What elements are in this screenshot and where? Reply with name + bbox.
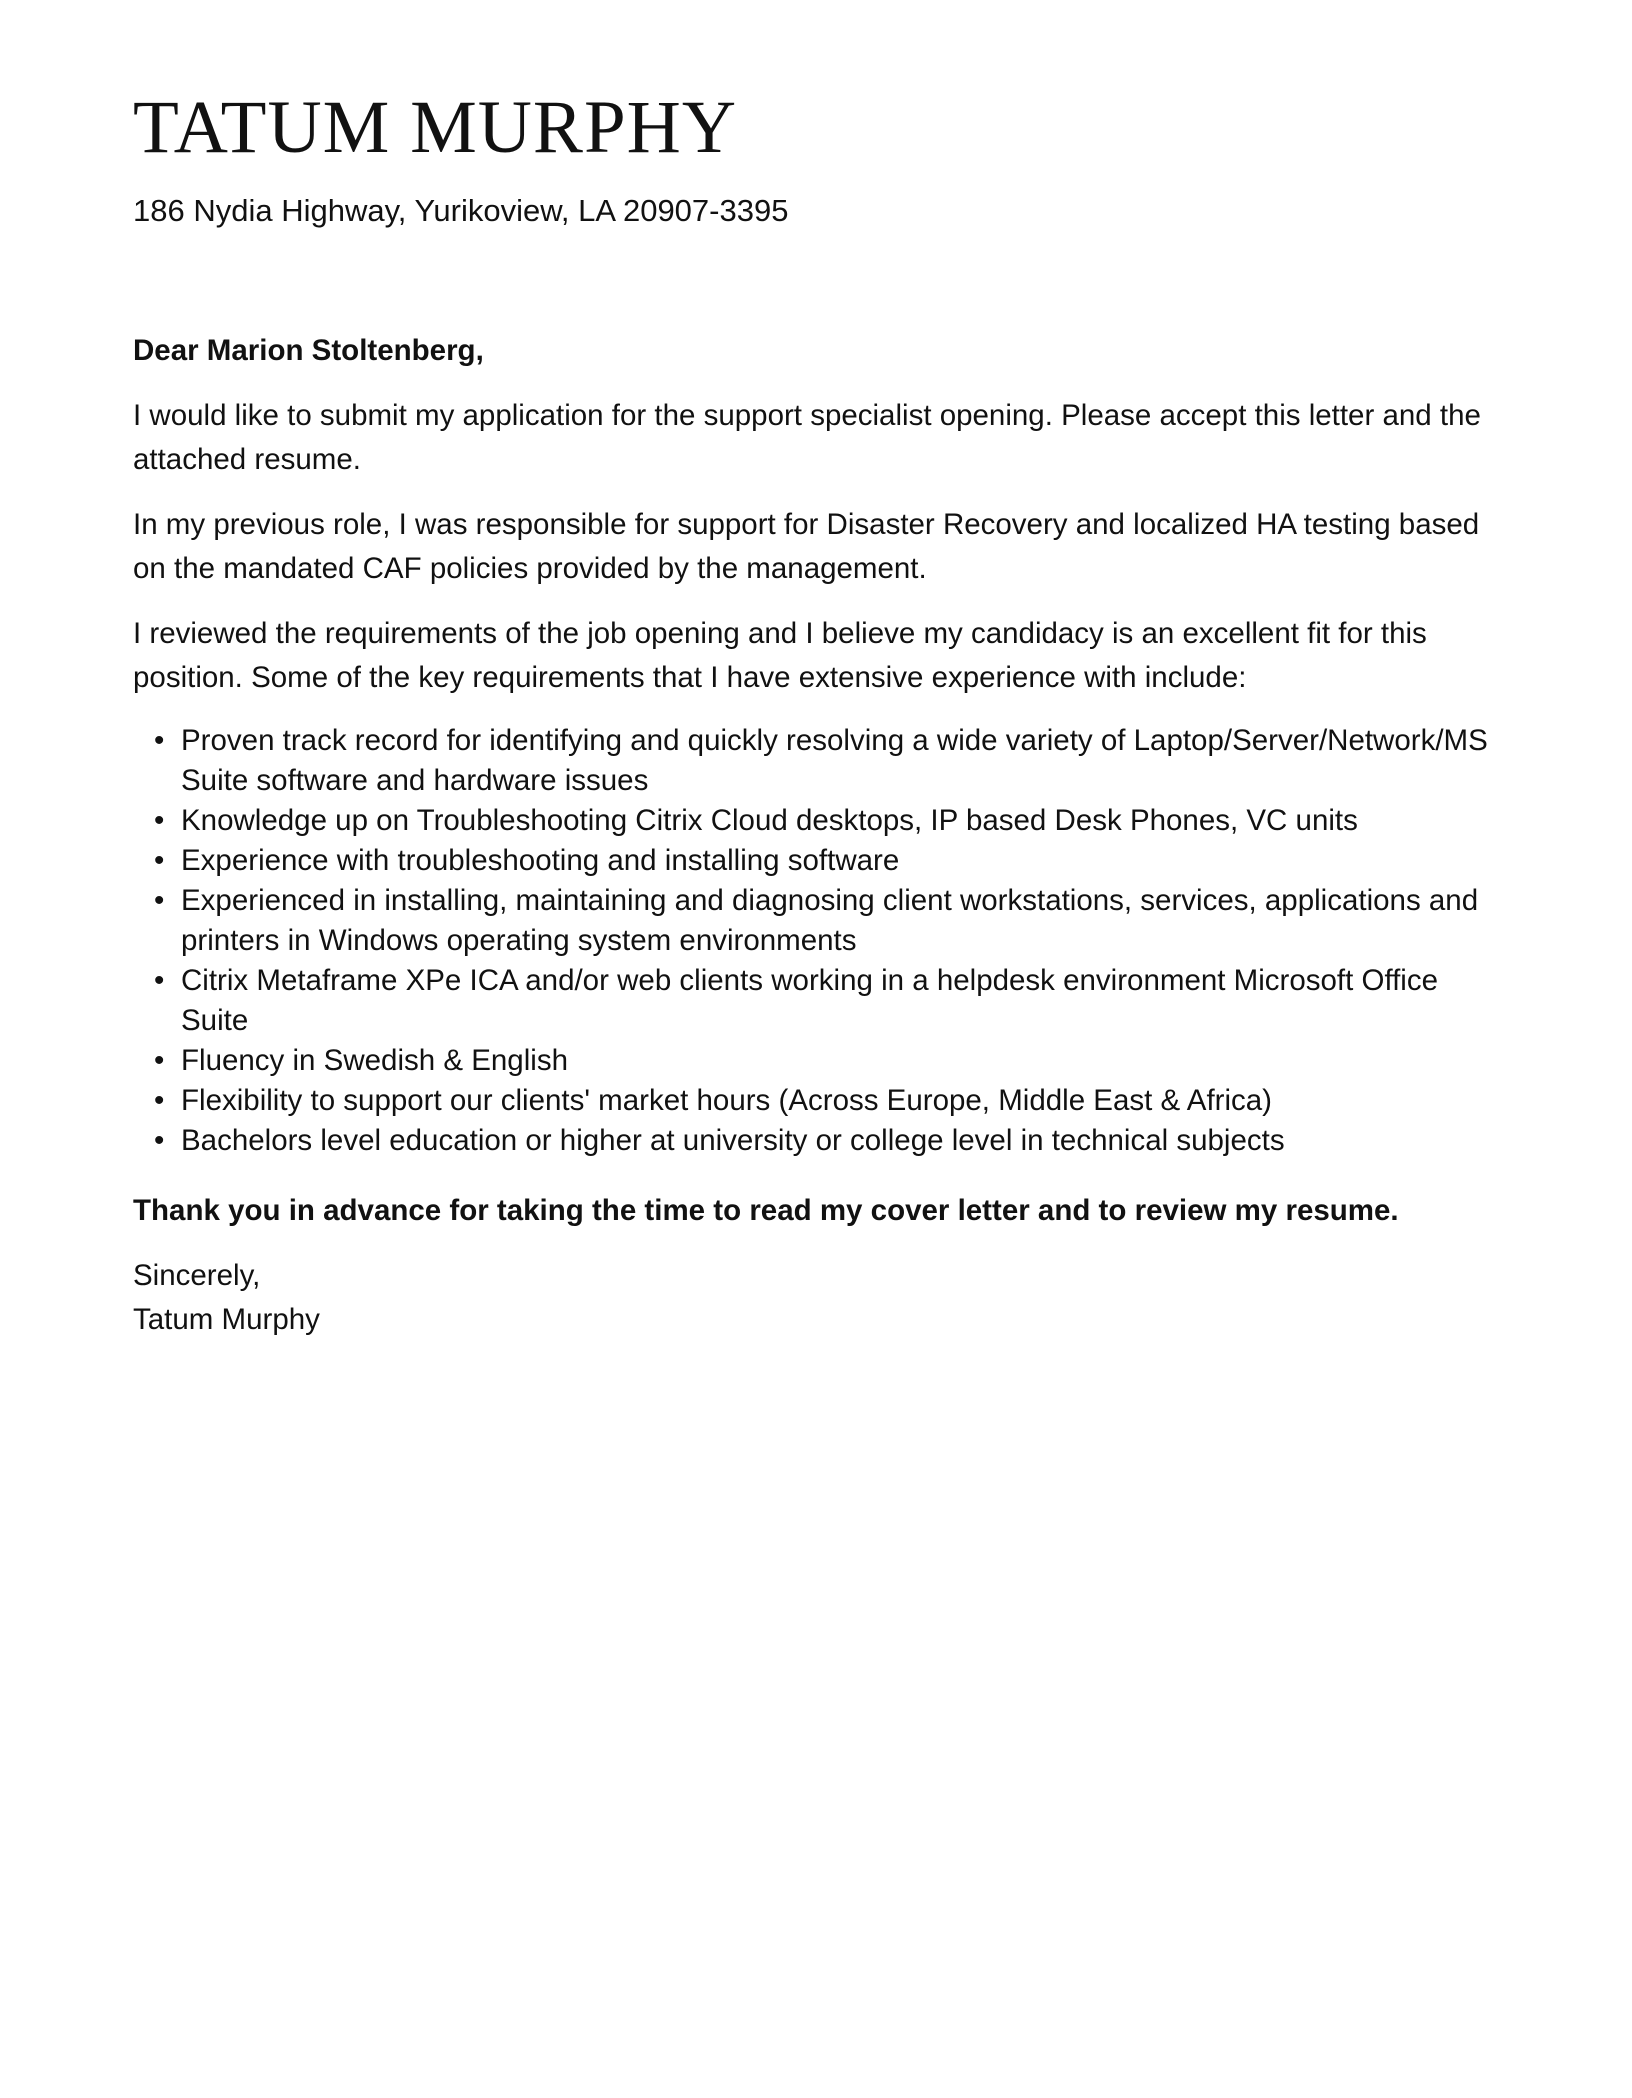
list-item xyxy=(154,1081,1508,1121)
list-item xyxy=(154,841,1508,881)
bullet-icon: • xyxy=(154,964,165,997)
applicant-name: TATUM MURPHY xyxy=(133,86,737,169)
paragraph-intro: I would like to submit my application for the support specialist opening. Please accept this letter and the attached resume. xyxy=(133,399,1481,476)
list-item-text: Fluency in Swedish & English xyxy=(181,1044,568,1077)
list-item-text: Experience with troubleshooting and installing software xyxy=(181,844,900,877)
bullet-icon: • xyxy=(154,884,165,917)
list-item xyxy=(154,961,1508,1041)
paragraph-requirements-intro: I reviewed the requirements of the job opening and I believe my candidacy is an excellent fit for this position. Some of the key requirements that I have extensive experience with include: xyxy=(133,617,1427,694)
bullet-icon: • xyxy=(154,724,165,757)
list-item-text: Knowledge up on Troubleshooting Citrix Cloud desktops, IP based Desk Phones, VC units xyxy=(181,804,1358,837)
bullet-icon: • xyxy=(154,1044,165,1077)
applicant-address: 186 Nydia Highway, Yurikoview, LA 20907-3395 xyxy=(133,193,789,228)
bullet-icon: • xyxy=(154,804,165,837)
list-item xyxy=(154,1041,1508,1081)
bullet-icon: • xyxy=(154,844,165,877)
list-item xyxy=(154,881,1508,961)
list-item xyxy=(154,721,1508,801)
closing-statement: Thank you in advance for taking the time to read my cover letter and to review my resume. xyxy=(133,1194,1399,1227)
list-item-text: Proven track record for identifying and quickly resolving a wide variety of Laptop/Server/Network/MS Suite software and hardware issues xyxy=(181,724,1488,797)
salutation: Dear Marion Stoltenberg, xyxy=(133,334,484,367)
paragraph-previous-role: In my previous role, I was responsible for support for Disaster Recovery and localized HA testing based on the mandated CAF policies provided by the management. xyxy=(133,508,1480,585)
bullet-icon: • xyxy=(154,1124,165,1157)
list-item-text: Flexibility to support our clients' market hours (Across Europe, Middle East & Africa) xyxy=(181,1084,1272,1117)
bullet-icon: • xyxy=(154,1084,165,1117)
list-item xyxy=(154,801,1508,841)
signature-name: Tatum Murphy xyxy=(133,1303,320,1336)
list-item xyxy=(154,1121,1508,1161)
signoff: Sincerely, xyxy=(133,1259,261,1292)
list-item-text: Citrix Metaframe XPe ICA and/or web clients working in a helpdesk environment Microsoft Office Suite xyxy=(181,964,1439,1037)
signoff-block xyxy=(133,1254,1508,1342)
list-item-text: Bachelors level education or higher at university or college level in technical subjects xyxy=(181,1124,1285,1157)
list-item-text: Experienced in installing, maintaining and diagnosing client workstations, services, applications and printers in Windows operating system environments xyxy=(181,884,1479,957)
letter-body xyxy=(133,329,1508,1363)
requirements-list xyxy=(133,721,1508,1161)
